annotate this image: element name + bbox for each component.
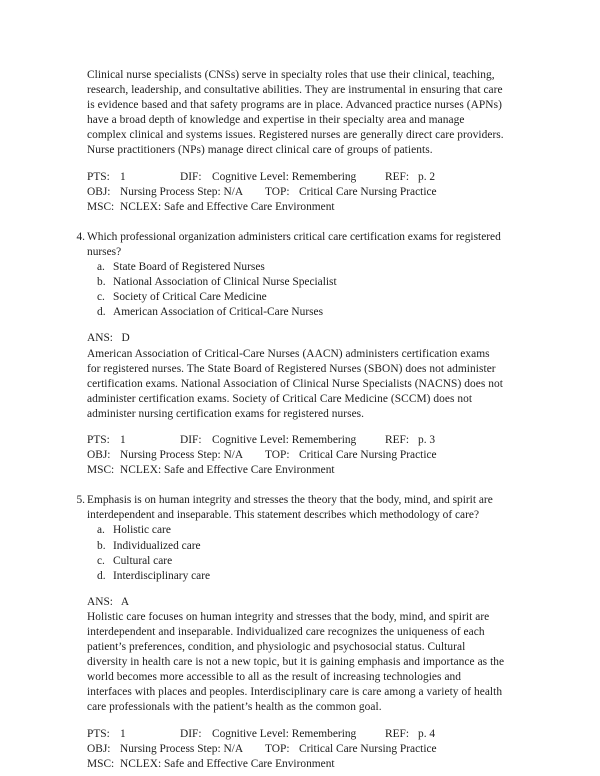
option-text: American Association of Critical-Care Nurses (113, 306, 324, 319)
msc-label: MSC: (87, 200, 115, 213)
msc-label: MSC: (87, 464, 115, 477)
answer-option[interactable] (87, 539, 505, 554)
obj-label: OBJ: (87, 449, 111, 462)
option-text: Cultural care (113, 554, 173, 567)
metadata-row-obj (87, 742, 505, 757)
option-text: Holistic care (113, 524, 171, 537)
ref-label: REF: (385, 727, 410, 740)
option-letter: d. (97, 569, 106, 582)
option-letter: d. (97, 306, 106, 319)
ref-value: p. 4 (418, 727, 436, 740)
pts-label: PTS: (87, 727, 110, 740)
dif-label: DIF: (180, 727, 202, 740)
dif-value: Cognitive Level: Remembering (212, 727, 357, 740)
option-letter: c. (97, 291, 105, 304)
question-item (76, 493, 505, 584)
metadata-block (87, 170, 505, 215)
answer-label: ANS: (87, 595, 113, 608)
option-text: Society of Critical Care Medicine (113, 291, 267, 304)
spacer (87, 478, 505, 493)
option-text: National Association of Clinical Nurse Specialist (113, 276, 337, 289)
metadata-row-obj (87, 185, 505, 200)
dif-label: DIF: (180, 433, 202, 446)
question-item (76, 230, 505, 321)
option-text: State Board of Registered Nurses (113, 261, 265, 274)
pts-label: PTS: (87, 433, 110, 446)
rationale-paragraph-intro: Clinical nurse specialists (CNSs) serve in specialty roles that use their clinical, teaching, research, leadership, and consultative abilities. They are instrumental in ensuring that care is evidence based and that safety programs are in place. Advanced practice nurses (APNs) have a broad depth of knowledge and expertise in their specialty area and manage complex clinical and systems issues. Registered nurses are generally direct care providers. Nurse practitioners (NPs) manage direct clinical care of groups of patients. (87, 69, 504, 157)
metadata-row-msc (87, 757, 505, 772)
top-label: TOP: (265, 185, 290, 198)
obj-label: OBJ: (87, 185, 111, 198)
option-letter: a. (97, 524, 105, 537)
rationale-paragraph: Holistic care focuses on human integrity and stresses that the body, mind, and spirit are interdependent and inseparable. Individualized care recognizes the uniqueness of each patient’s preferences, condition, and physiologic and psychosocial status. Cultural diversity in health care is not a new topic, but it is gaining emphasis and importance as the world becomes more accessible to all as the result of increasing technologies and interfaces with places and peoples. Interdisciplinary care is care among a variety of health care professionals with the patient’s health as the common goal. (87, 610, 505, 714)
top-label: TOP: (265, 742, 290, 755)
obj-label: OBJ: (87, 742, 111, 755)
answer-option[interactable] (87, 569, 505, 584)
answer-option[interactable] (87, 523, 505, 538)
option-letter: b. (97, 539, 106, 552)
answer-value: A (120, 595, 130, 608)
answer-options-list (87, 260, 505, 320)
ref-label: REF: (385, 170, 410, 183)
pts-value: 1 (120, 433, 126, 446)
dif-value: Cognitive Level: Remembering (212, 170, 357, 183)
option-letter: c. (97, 554, 105, 567)
option-letter: b. (97, 276, 106, 289)
spacer (87, 716, 505, 727)
metadata-block (87, 727, 505, 772)
answer-option[interactable] (87, 275, 505, 290)
question-number: 4. (76, 230, 85, 243)
metadata-row-pts (87, 727, 505, 742)
answer-option[interactable] (87, 554, 505, 569)
spacer (87, 159, 505, 170)
answer-options-list (87, 523, 505, 583)
metadata-row-pts (87, 170, 505, 185)
metadata-block (87, 433, 505, 478)
metadata-row-msc (87, 200, 505, 215)
obj-value: Nursing Process Step: N/A (120, 185, 244, 198)
spacer (87, 422, 505, 433)
answer-line (87, 595, 505, 610)
answer-option[interactable] (87, 305, 505, 320)
answer-option[interactable] (87, 260, 505, 275)
spacer (87, 320, 505, 331)
spacer (87, 584, 505, 595)
metadata-row-msc (87, 463, 505, 478)
ref-value: p. 3 (418, 433, 436, 446)
answer-label: ANS: (87, 332, 113, 345)
top-label: TOP: (265, 449, 290, 462)
msc-value: NCLEX: Safe and Effective Care Environment (120, 757, 335, 770)
obj-value: Nursing Process Step: N/A (120, 742, 244, 755)
obj-value: Nursing Process Step: N/A (120, 449, 244, 462)
option-text: Interdisciplinary care (113, 569, 211, 582)
answer-value: D (121, 332, 130, 345)
msc-label: MSC: (87, 757, 115, 770)
rationale-paragraph: American Association of Critical-Care Nurses (AACN) administers certification exams for registered nurses. The State Board of Registered Nurses (SBON) does not administer certification exams. National Association of Clinical Nurse Specialists (NACNS) does not administer certification exams. Society of Critical Care Medicine (SCCM) does not administer nursing certification exams for registered nurses. (87, 347, 503, 420)
top-value: Critical Care Nursing Practice (299, 449, 437, 462)
pts-label: PTS: (87, 170, 110, 183)
question-stem: Emphasis is on human integrity and stresses the theory that the body, mind, and spirit are interdependent and inseparable. This statement describes which methodology of care? (87, 494, 493, 522)
top-value: Critical Care Nursing Practice (299, 185, 437, 198)
metadata-row-obj (87, 448, 505, 463)
option-text: Individualized care (113, 539, 201, 552)
question-number: 5. (76, 494, 85, 507)
dif-label: DIF: (180, 170, 202, 183)
answer-line (87, 331, 505, 346)
dif-value: Cognitive Level: Remembering (212, 433, 357, 446)
msc-value: NCLEX: Safe and Effective Care Environment (120, 464, 335, 477)
question-stem: Which professional organization administers critical care certification exams for registered nurses? (87, 230, 501, 258)
option-letter: a. (97, 261, 105, 274)
msc-value: NCLEX: Safe and Effective Care Environment (120, 200, 335, 213)
pts-value: 1 (120, 170, 126, 183)
pts-value: 1 (120, 727, 126, 740)
metadata-row-pts (87, 433, 505, 448)
ref-label: REF: (385, 433, 410, 446)
top-value: Critical Care Nursing Practice (299, 742, 437, 755)
answer-option[interactable] (87, 290, 505, 305)
ref-value: p. 2 (418, 170, 436, 183)
spacer (87, 215, 505, 230)
